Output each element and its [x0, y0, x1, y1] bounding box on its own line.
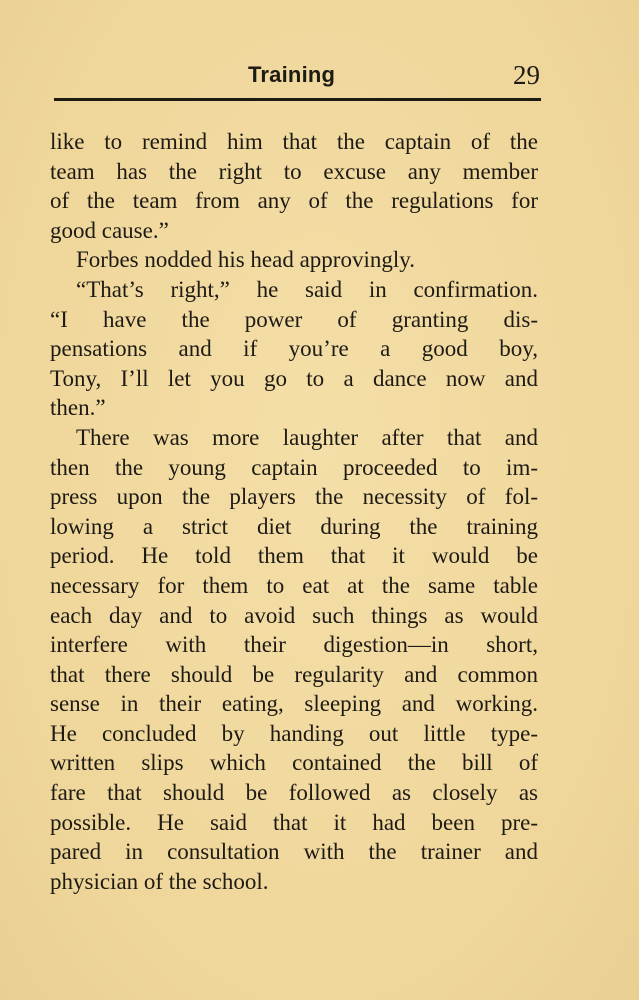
text-line: fare that should be followed as closely as	[50, 780, 538, 806]
text-line: good cause.”	[50, 217, 169, 243]
text-line: necessary for them to eat at the same table	[50, 572, 538, 598]
running-head	[50, 58, 542, 98]
text-line: pensations and if you’re a good boy,	[50, 336, 538, 362]
text-line: pared in consultation with the trainer and	[50, 839, 538, 865]
body-text	[50, 127, 538, 896]
page-number: 29	[513, 60, 540, 90]
text-line: “That’s right,” he said in confirmation.	[76, 276, 538, 302]
text-line: physician of the school.	[50, 868, 269, 894]
header-rule	[54, 98, 541, 101]
text-line: written slips which contained the bill of	[50, 750, 538, 776]
text-line: Tony, I’ll let you go to a dance now and	[50, 365, 538, 391]
text-line: interfere with their digestion—in short,	[50, 632, 538, 658]
text-line: There was more laughter after that and	[76, 424, 538, 450]
chapter-title: Training	[248, 62, 336, 87]
text-line: then.”	[50, 395, 106, 421]
text-line: of the team from any of the regulations for	[50, 188, 538, 214]
text-line: press upon the players the necessity of fol-	[50, 484, 538, 510]
text-line: that there should be regularity and common	[50, 661, 538, 687]
text-line: lowing a strict diet during the training	[50, 513, 538, 539]
text-line: possible. He said that it had been pre-	[50, 809, 538, 835]
text-line: then the young captain proceeded to im-	[50, 454, 538, 480]
text-line: “I have the power of granting dis-	[50, 306, 538, 332]
text-line: period. He told them that it would be	[50, 543, 538, 569]
text-line: He concluded by handing out little type-	[50, 720, 538, 746]
text-line: like to remind him that the captain of the	[50, 129, 538, 154]
text-line: team has the right to excuse any member	[50, 158, 538, 184]
text-line: each day and to avoid such things as would	[50, 602, 538, 628]
text-line: Forbes nodded his head approvingly.	[76, 247, 415, 273]
text-line: sense in their eating, sleeping and working.	[50, 691, 538, 717]
